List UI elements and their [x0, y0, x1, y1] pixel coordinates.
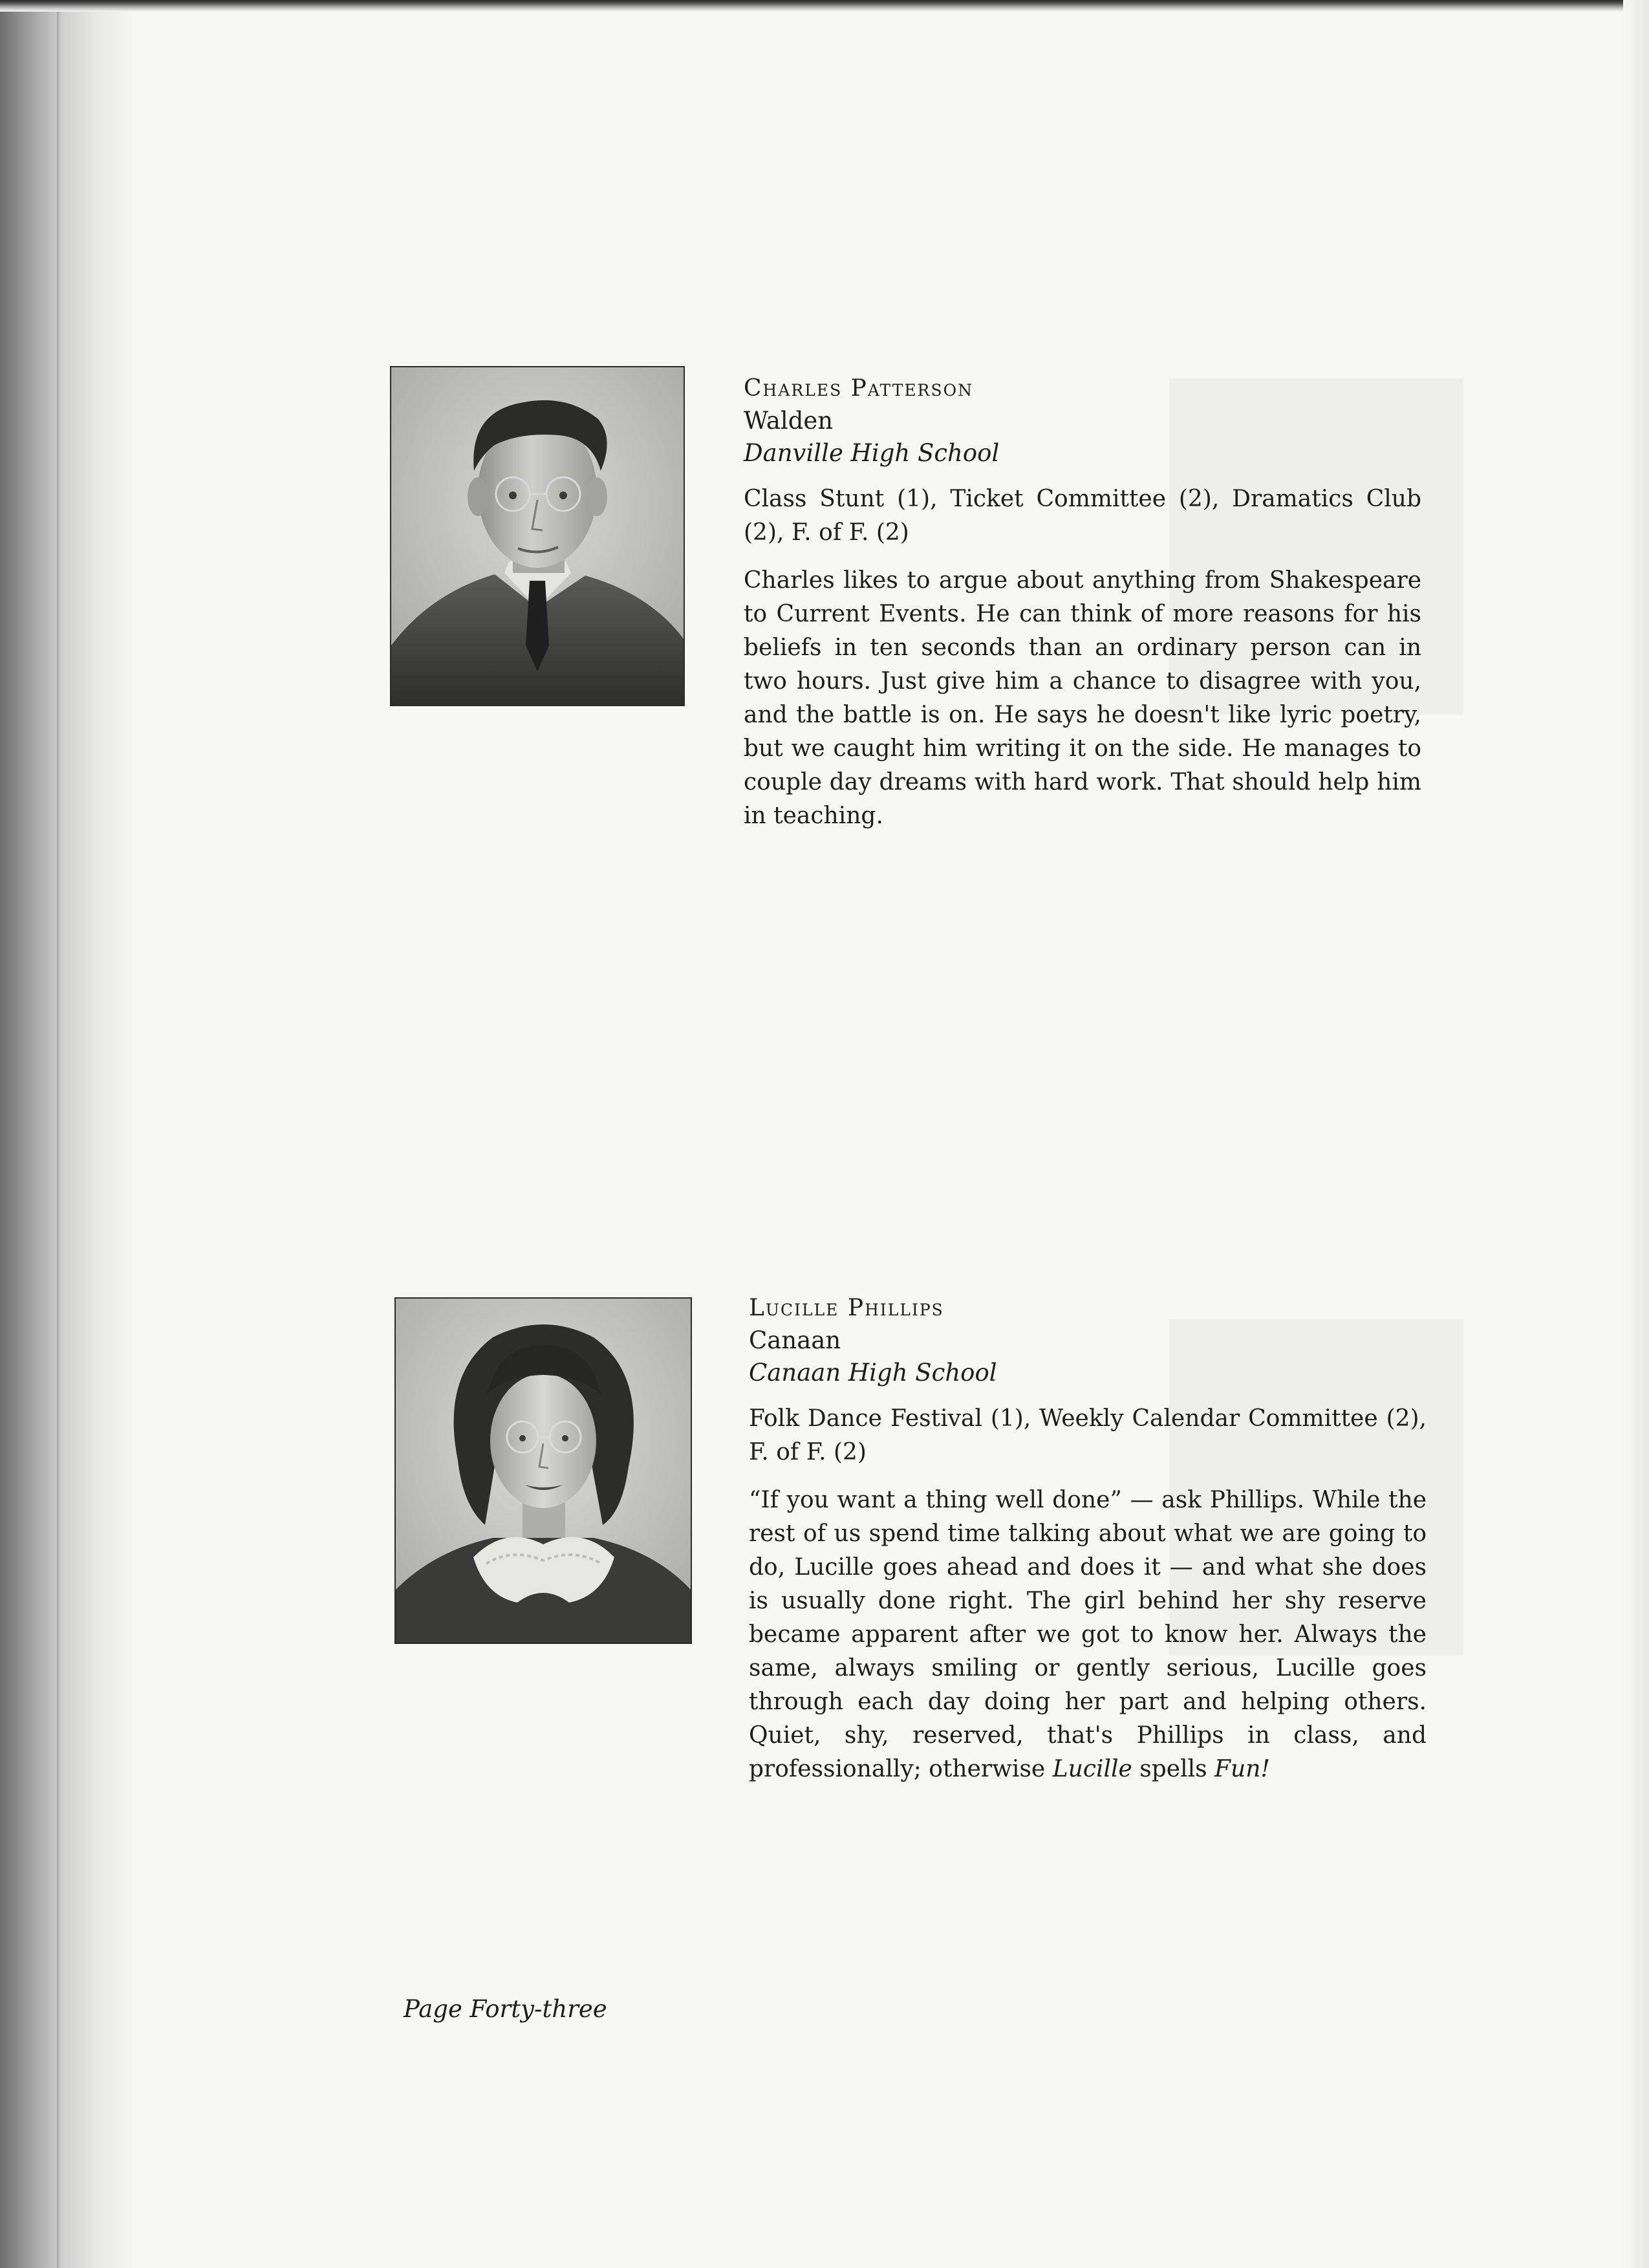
gutter-crease — [57, 0, 61, 2268]
student-activities: Class Stunt (1), Ticket Committee (2), Dramatics Club (2), F. of F. (2) — [744, 486, 1421, 546]
student-hometown: Walden — [744, 407, 834, 435]
student-hometown: Canaan — [749, 1326, 841, 1354]
student-name: Lucille Phillips — [749, 1295, 944, 1321]
bio-text-end: spells — [1139, 1756, 1207, 1782]
student-school: Canaan High School — [749, 1359, 997, 1387]
student-text-1 — [744, 373, 1421, 833]
student-text-2 — [749, 1292, 1427, 1786]
binding-gutter-shadow — [0, 0, 136, 2268]
bio-text: “If you want a thing well done” — ask Phillips. While the rest of us spend time talking about what we are going to do, Lucille goes ahead and does it — and what she does is usually done right. The girl behind her shy reserve became apparent after we got to know her. Always the same, always smiling or gently serious, Lucille goes through each day doing her part and helping others. Quiet, shy, reserved, that's Phillips in class, and professionally; otherwise — [749, 1487, 1427, 1782]
student-photo-1 — [390, 366, 685, 706]
student-photo-2 — [394, 1297, 692, 1644]
student-school: Danville High School — [744, 439, 1000, 467]
page-number: Page Forty-three — [404, 1995, 607, 2023]
student-bio — [749, 1484, 1427, 1786]
page-top-edge — [0, 0, 1649, 12]
bio-italic-name: Lucille — [1052, 1756, 1132, 1782]
student-activities: Folk Dance Festival (1), Weekly Calendar Committee (2), F. of F. (2) — [749, 1405, 1427, 1465]
bio-italic-fun: Fun! — [1214, 1756, 1270, 1782]
student-bio: Charles likes to argue about anything from Shakespeare to Current Events. He can think of more reasons for his beliefs in ten seconds than an ordinary person can in two hours. Just give him a chance to disagree with you, and the battle is on. He says he doesn't like lyric poetry, but we caught him writing it on the side. He manages to couple day dreams with hard work. That should help him in teaching. — [744, 567, 1421, 829]
student-name: Charles Patterson — [744, 375, 973, 402]
page-right-edge — [1623, 0, 1649, 2268]
